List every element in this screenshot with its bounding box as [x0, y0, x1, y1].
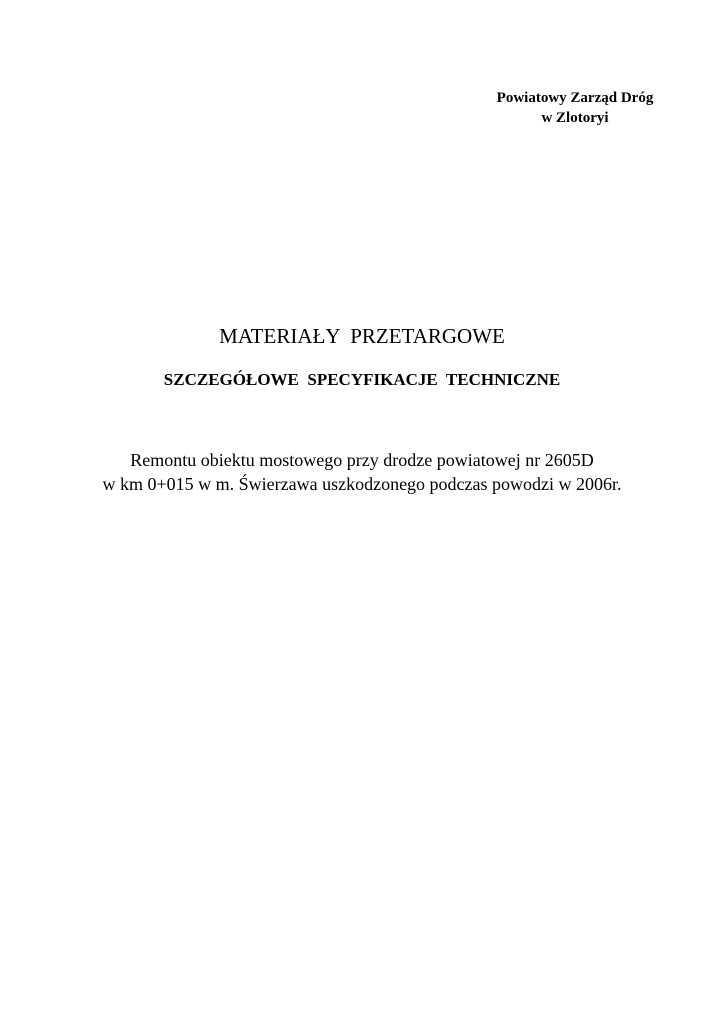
- document-title: MATERIAŁY PRZETARGOWE: [219, 324, 505, 348]
- description-line-2: w km 0+015 w m. Świerzawa uszkodzonego podczas powodzi w 2006r.: [102, 474, 622, 494]
- document-subtitle: SZCZEGÓŁOWE SPECYFIKACJE TECHNICZNE: [163, 370, 561, 389]
- issuer-location: w Zlotoryi: [541, 110, 609, 126]
- description-line-1: Remontu obiektu mostowego przy drodze powiatowej nr 2605D: [130, 450, 594, 470]
- issuer-name: Powiatowy Zarząd Dróg: [496, 90, 654, 106]
- issuer-block: [440, 88, 710, 128]
- project-description: [0, 448, 724, 496]
